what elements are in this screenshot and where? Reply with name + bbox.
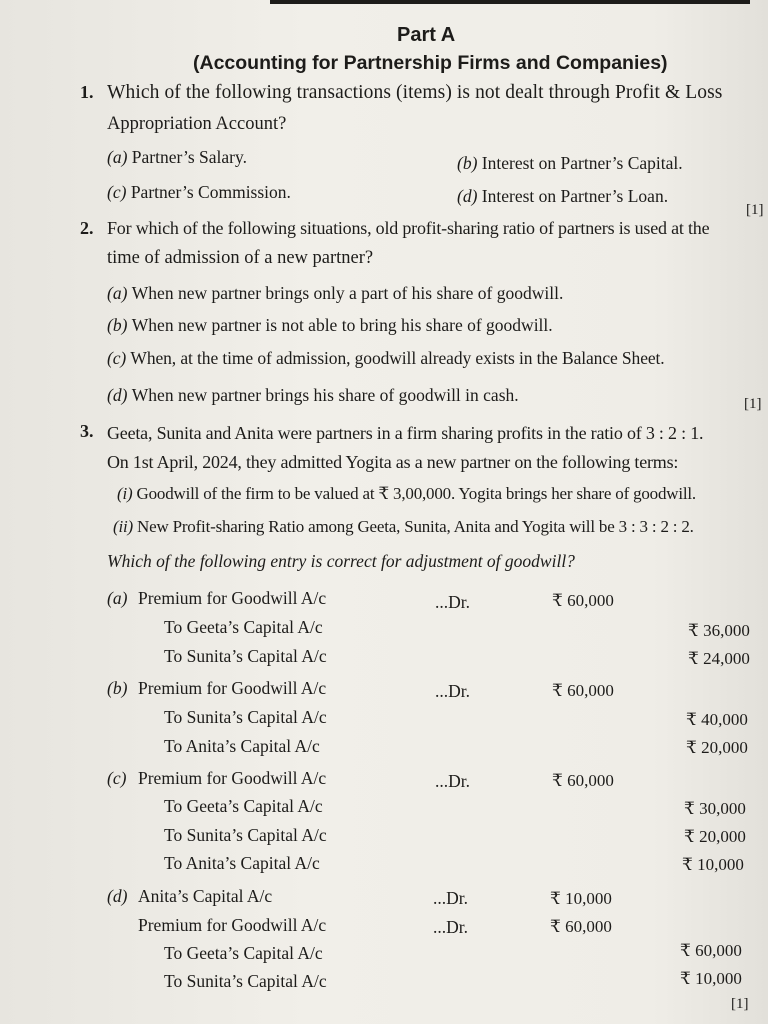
question-1-option-d [457, 186, 668, 207]
entry-b-debit-amount: ₹ 60,000 [552, 681, 614, 700]
entry-a-credit-1-amount: ₹ 36,000 [688, 621, 750, 640]
option-label: (b) [107, 315, 128, 335]
entry-c-credit-2-account: To Sunita’s Capital A/c [164, 825, 327, 845]
entry-d-credit-2-account: To Sunita’s Capital A/c [164, 971, 327, 991]
question-1-text-line2: Appropriation Account? [107, 114, 287, 134]
entry-d-debit-1-amount: ₹ 10,000 [550, 889, 612, 908]
question-2-option-a [107, 283, 563, 304]
question-3-number: 3. [80, 421, 94, 441]
entry-d-debit-1-dr-marker: ...Dr. [433, 888, 468, 908]
entry-c-credit-3-account: To Anita’s Capital A/c [164, 853, 320, 873]
page-top-rule [270, 0, 750, 4]
option-label: (a) [107, 283, 128, 303]
term-label: (ii) [113, 517, 133, 536]
option-text: When new partner brings his share of goodwill in cash. [131, 385, 519, 405]
entry-c-credit-1-account: To Geeta’s Capital A/c [164, 796, 323, 816]
entry-a-credit-1-account: To Geeta’s Capital A/c [164, 617, 323, 637]
question-1-marks: [1] [746, 202, 764, 218]
entry-c-credit-2-amount: ₹ 20,000 [684, 827, 746, 846]
option-label: (c) [107, 348, 127, 368]
question-3-term-ii [113, 517, 694, 537]
entry-d-credit-1-amount: ₹ 60,000 [680, 941, 742, 960]
question-2-option-b [107, 315, 553, 336]
question-2-text-line2: time of admission of a new partner? [107, 248, 374, 268]
entry-c-credit-1-amount: ₹ 30,000 [684, 799, 746, 818]
entry-d-credit-2-amount: ₹ 10,000 [680, 969, 742, 988]
entry-label: (d) [107, 886, 128, 906]
entry-c-dr-marker: ...Dr. [435, 771, 470, 791]
entry-a-credit-2-amount: ₹ 24,000 [688, 649, 750, 668]
entry-d-label [107, 886, 127, 907]
term-label: (i) [117, 484, 133, 503]
option-label: (c) [107, 182, 127, 202]
question-2-option-c [107, 348, 665, 369]
question-2-number: 2. [80, 218, 94, 238]
entry-label: (a) [107, 588, 128, 608]
entry-b-credit-1-amount: ₹ 40,000 [686, 710, 748, 729]
option-label: (a) [107, 147, 128, 167]
option-text: When, at the time of admission, goodwill already exists in the Balance Sheet. [130, 348, 665, 368]
entry-a-dr-marker: ...Dr. [435, 592, 470, 612]
part-subtitle: (Accounting for Partnership Firms and Companies) [193, 52, 668, 74]
entry-a-credit-2-account: To Sunita’s Capital A/c [164, 646, 327, 666]
option-text: Partner’s Salary. [131, 147, 247, 167]
question-1-number: 1. [80, 82, 94, 102]
entry-a-debit-account: Premium for Goodwill A/c [138, 588, 327, 608]
option-text: When new partner is not able to bring his share of goodwill. [131, 315, 553, 335]
question-2-option-d [107, 385, 519, 406]
entry-b-dr-marker: ...Dr. [435, 681, 470, 701]
entry-b-debit-account: Premium for Goodwill A/c [138, 678, 327, 698]
question-3-prompt: Which of the following entry is correct for adjustment of goodwill? [107, 551, 575, 571]
entry-b-credit-1-account: To Sunita’s Capital A/c [164, 707, 327, 727]
entry-d-debit-2-amount: ₹ 60,000 [550, 917, 612, 936]
entry-d-debit-2-account: Premium for Goodwill A/c [138, 915, 327, 935]
entry-c-credit-3-amount: ₹ 10,000 [682, 855, 744, 874]
entry-b-credit-2-amount: ₹ 20,000 [686, 738, 748, 757]
entry-a-label [107, 588, 127, 609]
term-text: Goodwill of the firm to be valued at ₹ 3,00,000. Yogita brings her share of goodwill. [136, 484, 696, 503]
question-2-marks: [1] [744, 396, 762, 412]
entry-b-label [107, 678, 127, 699]
question-3-text-line2: On 1st April, 2024, they admitted Yogita as a new partner on the following terms: [107, 452, 679, 472]
entry-b-credit-2-account: To Anita’s Capital A/c [164, 736, 320, 756]
option-text: Interest on Partner’s Capital. [481, 153, 683, 173]
option-text: Interest on Partner’s Loan. [481, 186, 669, 206]
entry-d-credit-1-account: To Geeta’s Capital A/c [164, 943, 323, 963]
question-1-option-c [107, 182, 291, 203]
entry-c-debit-amount: ₹ 60,000 [552, 771, 614, 790]
question-3-text-line1: Geeta, Sunita and Anita were partners in a firm sharing profits in the ratio of 3 : 2 : 1. [107, 423, 704, 443]
term-text: New Profit-sharing Ratio among Geeta, Sunita, Anita and Yogita will be 3 : 3 : 2 : 2. [137, 517, 694, 536]
entry-label: (b) [107, 678, 128, 698]
question-1-option-a [107, 147, 247, 168]
question-3-term-i [117, 484, 696, 504]
option-label: (b) [457, 153, 478, 173]
option-label: (d) [107, 385, 128, 405]
question-2-text-line1: For which of the following situations, old profit-sharing ratio of partners is used at the [107, 218, 710, 238]
entry-d-debit-1-account: Anita’s Capital A/c [138, 886, 273, 906]
entry-a-debit-amount: ₹ 60,000 [552, 591, 614, 610]
option-label: (d) [457, 186, 478, 206]
entry-c-label [107, 768, 126, 789]
question-1-option-b [457, 153, 683, 174]
option-text: When new partner brings only a part of his share of goodwill. [131, 283, 564, 303]
entry-c-debit-account: Premium for Goodwill A/c [138, 768, 327, 788]
question-3-marks: [1] [731, 996, 749, 1012]
entry-d-debit-2-dr-marker: ...Dr. [433, 917, 468, 937]
question-1-text-line1: Which of the following transactions (items) is not dealt through Profit & Loss [107, 82, 723, 103]
option-text: Partner’s Commission. [130, 182, 291, 202]
entry-label: (c) [107, 768, 127, 788]
part-title: Part A [397, 24, 456, 46]
